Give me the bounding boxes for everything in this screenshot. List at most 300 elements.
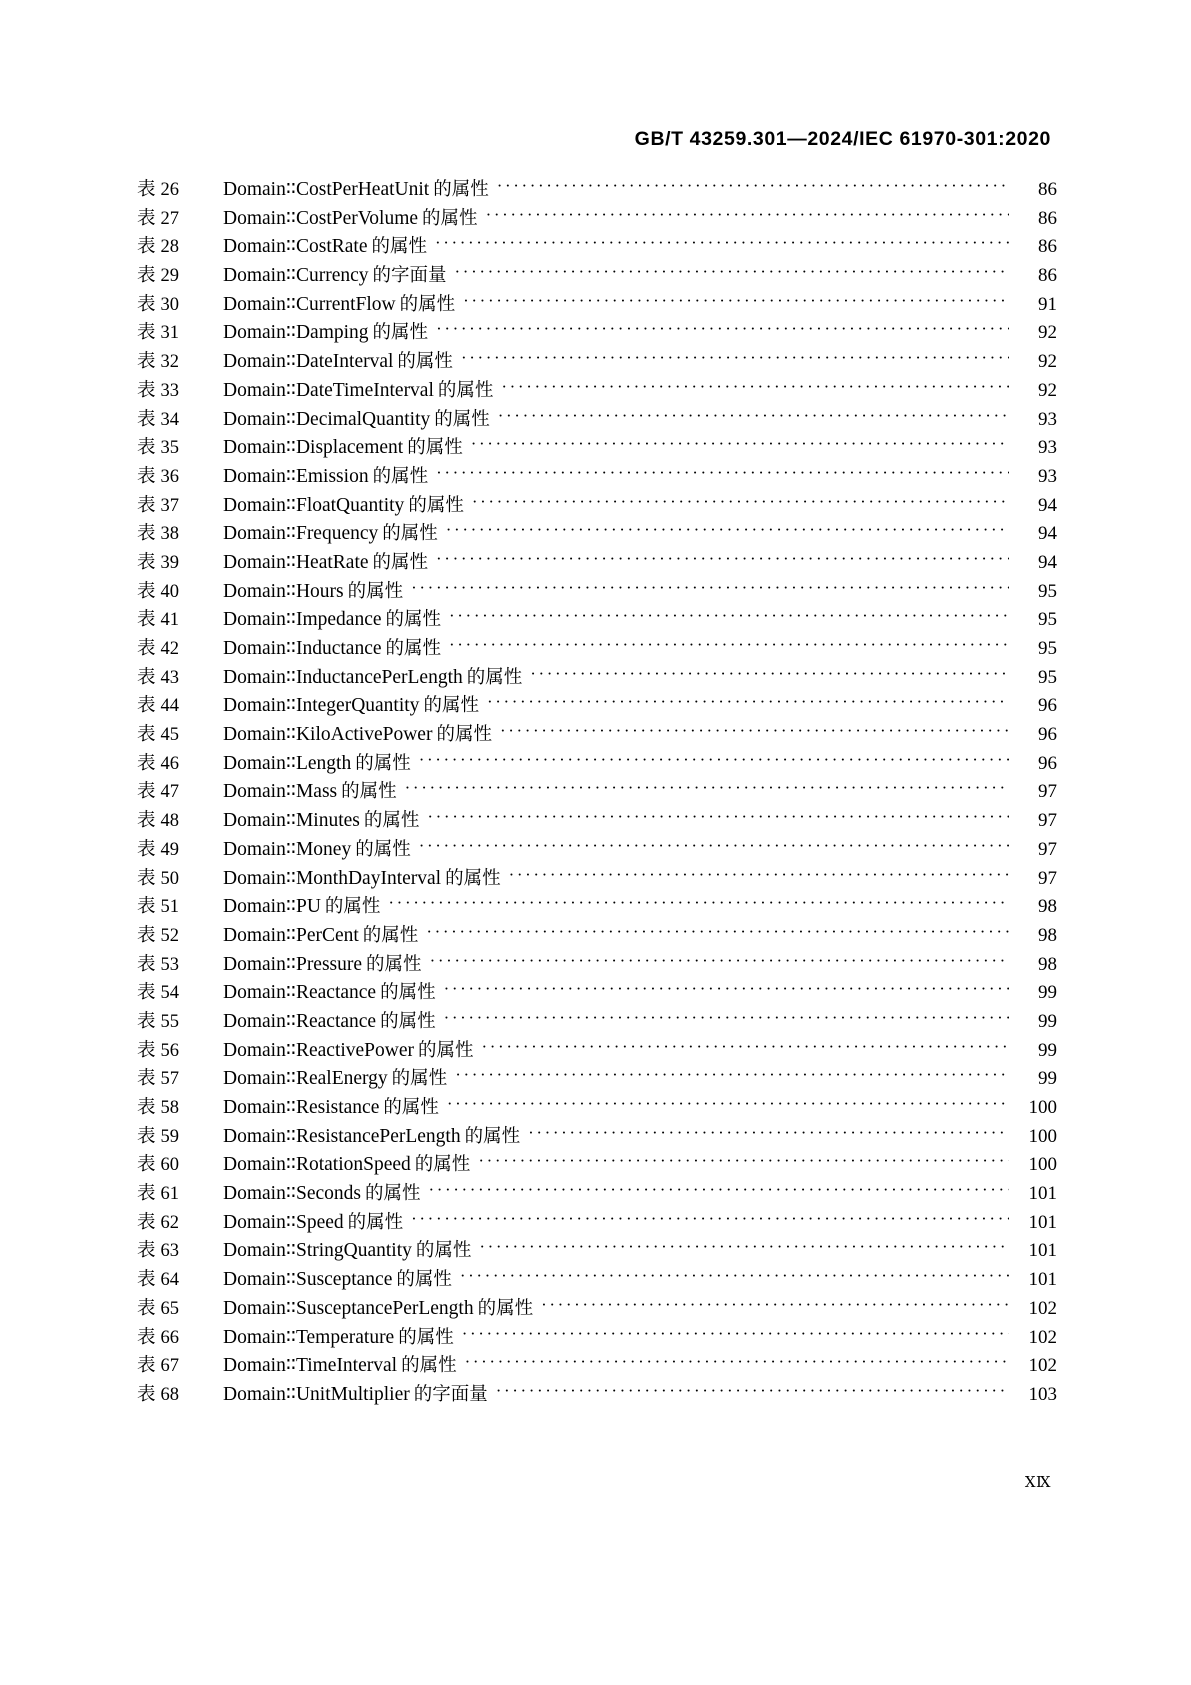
toc-entry-title bbox=[223, 463, 434, 492]
toc-entry-title-suffix: 的属性 bbox=[408, 494, 464, 516]
toc-entry-page-number: 100 bbox=[1028, 1154, 1057, 1176]
toc-entry-number bbox=[137, 1180, 223, 1209]
toc-entry-label: 表 bbox=[137, 1211, 156, 1233]
toc-entry-number bbox=[137, 778, 223, 807]
toc-entry-title-main: Domain∶∶MonthDayInterval bbox=[223, 867, 442, 889]
toc-entry-title-suffix: 的属性 bbox=[464, 1125, 521, 1147]
toc-entry-title-suffix: 的属性 bbox=[434, 408, 490, 430]
toc-entry-number bbox=[137, 635, 223, 664]
toc-entry-title-main: Domain∶∶Pressure bbox=[223, 953, 363, 975]
toc-entry-label: 表 bbox=[137, 666, 156, 688]
toc-leader-dots bbox=[462, 1320, 1009, 1349]
toc-entry-page-number: 102 bbox=[1028, 1297, 1057, 1319]
toc-entry-title bbox=[223, 1352, 463, 1381]
toc-entry-index: 54 bbox=[160, 983, 180, 1004]
toc-entry-label: 表 bbox=[137, 724, 156, 746]
toc-entry-index: 43 bbox=[160, 667, 180, 688]
toc-entry-index: 64 bbox=[160, 1270, 180, 1291]
toc-entry-label: 表 bbox=[137, 265, 156, 287]
toc-entry-label: 表 bbox=[137, 896, 156, 918]
toc-entry-page-number: 98 bbox=[1038, 953, 1057, 975]
toc-entry-title-suffix: 的属性 bbox=[414, 1154, 471, 1176]
toc-entry-title-main: Domain∶∶DateTimeInterval bbox=[223, 379, 434, 401]
toc-entry-title bbox=[223, 319, 434, 348]
toc-entry-number bbox=[137, 319, 223, 348]
toc-entry-index: 34 bbox=[160, 409, 180, 430]
toc-entry-title-suffix: 的属性 bbox=[355, 838, 411, 860]
toc-entry-label: 表 bbox=[137, 523, 156, 545]
toc-entry-title-main: Domain∶∶Displacement bbox=[223, 437, 404, 459]
toc-entry-title-main: Domain∶∶Money bbox=[223, 838, 352, 860]
toc-entry-page-number: 95 bbox=[1038, 609, 1057, 631]
toc-entry-index: 42 bbox=[160, 639, 180, 659]
toc-entry-title bbox=[223, 635, 447, 664]
toc-entry-title-main: Domain∶∶ReactivePower bbox=[223, 1039, 415, 1061]
toc-leader-dots bbox=[428, 1176, 1009, 1205]
toc-entry-index: 29 bbox=[160, 266, 180, 287]
toc-entry-number bbox=[137, 291, 223, 320]
toc-entry-label: 表 bbox=[137, 1039, 156, 1061]
toc-leader-dots bbox=[497, 172, 1009, 201]
toc-entry-label: 表 bbox=[137, 351, 156, 373]
toc-entry-page-number: 86 bbox=[1038, 236, 1057, 258]
toc-entry-index: 57 bbox=[160, 1069, 180, 1090]
toc-entry-title-main: Domain∶∶Speed bbox=[223, 1211, 344, 1233]
toc-entry-label: 表 bbox=[137, 781, 156, 803]
toc-leader-dots bbox=[427, 803, 1009, 832]
toc-entry-title-main: Domain∶∶Inductance bbox=[223, 638, 382, 659]
toc-entry-title-suffix: 的属性 bbox=[418, 1039, 474, 1061]
toc-entry-title-main: Domain∶∶Hours bbox=[223, 580, 344, 602]
toc-entry-label: 表 bbox=[137, 1010, 156, 1032]
toc-entry-title bbox=[223, 1266, 458, 1295]
toc-entry-title-suffix: 的属性 bbox=[372, 551, 429, 573]
toc-entry-title-suffix: 的属性 bbox=[383, 1097, 439, 1118]
toc-entry-title-suffix: 的属性 bbox=[371, 236, 427, 258]
toc-leader-dots bbox=[501, 373, 1009, 402]
toc-entry-label: 表 bbox=[137, 953, 156, 975]
toc-entry-page-number: 94 bbox=[1038, 551, 1057, 573]
toc-entry-number bbox=[137, 865, 223, 894]
toc-entry-title-main: Domain∶∶SusceptancePerLength bbox=[223, 1297, 474, 1319]
toc-entry-title-suffix: 的属性 bbox=[380, 982, 436, 1004]
toc-entry-page-number: 92 bbox=[1038, 379, 1057, 401]
toc-entry-index: 50 bbox=[160, 868, 180, 889]
toc-entry-title-suffix: 的属性 bbox=[385, 638, 442, 659]
toc-leader-dots bbox=[411, 1205, 1009, 1234]
toc-entry-number bbox=[137, 606, 223, 635]
toc-entry-index: 37 bbox=[160, 495, 180, 516]
toc-entry-title-suffix: 的属性 bbox=[366, 953, 422, 975]
toc-entry-title-main: Domain∶∶Susceptance bbox=[223, 1269, 393, 1291]
toc-leader-dots bbox=[487, 688, 1009, 717]
toc-leader-dots bbox=[463, 287, 1009, 316]
toc-entry-index: 51 bbox=[160, 897, 180, 918]
toc-entry-title-suffix: 的属性 bbox=[423, 695, 479, 717]
toc-entry-page-number: 101 bbox=[1028, 1240, 1057, 1262]
toc-entry-title bbox=[223, 1008, 442, 1037]
toc-entry-title-suffix: 的属性 bbox=[433, 179, 489, 200]
toc-entry-label: 表 bbox=[137, 695, 156, 717]
toc-entry-number bbox=[137, 836, 223, 865]
toc-entry-title-suffix: 的属性 bbox=[398, 1326, 454, 1348]
toc-entry-number bbox=[137, 1065, 223, 1094]
toc-entry-title-suffix: 的属性 bbox=[401, 1355, 457, 1377]
toc-entry-number bbox=[137, 549, 223, 578]
toc-leader-dots bbox=[478, 1147, 1009, 1176]
toc-entry-index: 36 bbox=[160, 466, 180, 487]
toc-entry-number bbox=[137, 893, 223, 922]
toc-entry-index: 49 bbox=[160, 839, 180, 860]
toc-entry-title bbox=[223, 176, 495, 205]
toc-entry-title-main: Domain∶∶UnitMultiplier bbox=[223, 1383, 410, 1405]
toc-leader-dots bbox=[449, 602, 1009, 631]
toc-entry-title bbox=[223, 750, 417, 779]
toc-entry-number bbox=[137, 205, 223, 234]
toc-entry-page-number: 99 bbox=[1038, 1039, 1057, 1061]
toc-entry-index: 45 bbox=[160, 725, 180, 746]
toc-entry-title bbox=[223, 520, 444, 549]
toc-entry-title bbox=[223, 1209, 409, 1238]
toc-entry-title bbox=[223, 807, 425, 836]
toc-entry-title bbox=[223, 262, 453, 291]
toc-entry-title bbox=[223, 1237, 477, 1266]
toc-entry-number bbox=[137, 1381, 223, 1410]
toc-entry-title-main: Domain∶∶KiloActivePower bbox=[223, 724, 433, 746]
toc-entry-page-number: 94 bbox=[1038, 523, 1057, 545]
toc-entry-label: 表 bbox=[137, 207, 156, 229]
toc-entry-label: 表 bbox=[137, 1154, 156, 1176]
toc-entry-label: 表 bbox=[137, 494, 156, 516]
toc-entry-page-number: 93 bbox=[1038, 408, 1057, 430]
toc-leader-dots bbox=[444, 1004, 1009, 1033]
toc-entry-title-main: Domain∶∶PerCent bbox=[223, 924, 359, 946]
toc-entry-index: 60 bbox=[160, 1155, 180, 1176]
toc-entry-label: 表 bbox=[137, 1297, 156, 1319]
toc-entry-label: 表 bbox=[137, 293, 156, 315]
standard-reference: GB/T 43259.301—2024/IEC 61970-301:2020 bbox=[634, 128, 1051, 150]
toc-entry-number bbox=[137, 1008, 223, 1037]
toc-entry-title bbox=[223, 1180, 426, 1209]
toc-leader-dots bbox=[426, 918, 1009, 947]
toc-entry-index: 35 bbox=[160, 438, 180, 459]
toc-entry-page-number: 103 bbox=[1028, 1383, 1057, 1405]
toc-entry-title-main: Domain∶∶CurrentFlow bbox=[223, 293, 396, 315]
toc-entry-index: 62 bbox=[160, 1212, 180, 1233]
toc-entry-index: 52 bbox=[160, 925, 180, 946]
toc-entry-page-number: 92 bbox=[1038, 351, 1057, 373]
toc-entry-label: 表 bbox=[137, 924, 156, 946]
toc-entry-title bbox=[223, 1065, 453, 1094]
toc-leader-dots bbox=[444, 975, 1009, 1004]
toc-entry-number bbox=[137, 406, 223, 435]
toc-entry-title-suffix: 的属性 bbox=[364, 1183, 421, 1205]
toc-leader-dots bbox=[436, 545, 1009, 574]
toc-leader-dots bbox=[460, 1262, 1009, 1291]
toc-entry-number bbox=[137, 922, 223, 951]
toc-entry-index: 55 bbox=[160, 1011, 180, 1032]
toc-entry-title-main: Domain∶∶Mass bbox=[223, 781, 338, 803]
toc-entry-index: 65 bbox=[160, 1298, 180, 1319]
toc-entry-page-number: 93 bbox=[1038, 437, 1057, 459]
toc-entry-title bbox=[223, 979, 442, 1008]
toc-entry-title bbox=[223, 549, 434, 578]
toc-entry-page-number: 99 bbox=[1038, 1068, 1057, 1090]
toc-leader-dots bbox=[472, 488, 1009, 517]
toc-entry-number bbox=[137, 578, 223, 607]
toc-entry-title bbox=[223, 434, 469, 463]
toc-entry-page-number: 98 bbox=[1038, 896, 1057, 918]
toc-entry-number bbox=[137, 348, 223, 377]
toc-entry-number bbox=[137, 807, 223, 836]
toc-entry-number bbox=[137, 434, 223, 463]
toc-entry-title bbox=[223, 893, 386, 922]
toc-entry-index: 28 bbox=[160, 237, 180, 258]
toc-entry-title bbox=[223, 1381, 494, 1410]
toc-entry-page-number: 93 bbox=[1038, 465, 1057, 487]
toc-entry-title-suffix: 的属性 bbox=[437, 379, 494, 401]
toc-entry-title bbox=[223, 348, 459, 377]
toc-entry-title-suffix: 的属性 bbox=[445, 867, 501, 889]
toc-leader-dots bbox=[500, 717, 1009, 746]
toc-entry-index: 61 bbox=[160, 1184, 180, 1205]
toc-entry-number bbox=[137, 1324, 223, 1353]
toc-entry-title-main: Domain∶∶CostPerVolume bbox=[223, 207, 419, 229]
toc-entry-label: 表 bbox=[137, 322, 156, 344]
toc-entry-title-suffix: 的属性 bbox=[380, 1010, 436, 1032]
toc-entry-title bbox=[223, 606, 447, 635]
toc-entry-title bbox=[223, 951, 428, 980]
toc-entry-page-number: 86 bbox=[1038, 265, 1057, 287]
toc-entry-label: 表 bbox=[137, 867, 156, 889]
toc-entry-page-number: 98 bbox=[1038, 924, 1057, 946]
toc-entry-page-number: 99 bbox=[1038, 1010, 1057, 1032]
toc-entry-page-number: 94 bbox=[1038, 494, 1057, 516]
toc-leader-dots bbox=[471, 430, 1009, 459]
toc-entry-title-suffix: 的属性 bbox=[477, 1297, 534, 1319]
toc-entry-label: 表 bbox=[137, 551, 156, 573]
toc-leader-dots bbox=[455, 258, 1009, 287]
toc-entry-number bbox=[137, 463, 223, 492]
toc-entry-label: 表 bbox=[137, 1183, 156, 1205]
toc-entry-page-number: 91 bbox=[1038, 293, 1057, 315]
toc-entry-number bbox=[137, 1266, 223, 1295]
toc-leader-dots bbox=[430, 947, 1009, 976]
toc-leader-dots bbox=[449, 631, 1009, 660]
toc-entry-title bbox=[223, 578, 409, 607]
toc-entry-label: 表 bbox=[137, 838, 156, 860]
toc-entry-index: 26 bbox=[160, 180, 180, 200]
toc-entry-label: 表 bbox=[137, 1355, 156, 1377]
toc-entry-title-main: Domain∶∶RealEnergy bbox=[223, 1068, 388, 1090]
toc-leader-dots bbox=[465, 1348, 1009, 1377]
toc-entry-label: 表 bbox=[137, 236, 156, 258]
toc-entry-page-number: 97 bbox=[1038, 867, 1057, 889]
toc-entry-page-number: 97 bbox=[1038, 810, 1057, 832]
toc-entry-page-number: 96 bbox=[1038, 724, 1057, 746]
toc-entry-label: 表 bbox=[137, 752, 156, 774]
toc-entry-page-number: 102 bbox=[1028, 1326, 1057, 1348]
toc-entry-index: 47 bbox=[160, 782, 180, 803]
toc-entry-title-suffix: 的属性 bbox=[466, 666, 523, 688]
toc-entry-label: 表 bbox=[137, 465, 156, 487]
toc-entry-title-main: Domain∶∶Reactance bbox=[223, 982, 377, 1004]
toc-entry-label: 表 bbox=[137, 1269, 156, 1291]
toc-entry-number bbox=[137, 951, 223, 980]
toc-entry-number bbox=[137, 692, 223, 721]
toc-entry-index: 58 bbox=[160, 1098, 180, 1118]
toc-entry-title bbox=[223, 291, 461, 320]
toc-entry-index: 31 bbox=[160, 323, 180, 344]
toc-entry-number bbox=[137, 262, 223, 291]
toc-entry-title-main: Domain∶∶Seconds bbox=[223, 1183, 361, 1205]
toc-entry-index: 67 bbox=[160, 1356, 180, 1377]
toc-entry-title-main: Domain∶∶CostPerHeatUnit bbox=[223, 179, 430, 200]
toc-entry-index: 53 bbox=[160, 954, 180, 975]
toc-leader-dots bbox=[461, 344, 1009, 373]
toc-entry-label: 表 bbox=[137, 580, 156, 602]
toc-entry-title-main: Domain∶∶RotationSpeed bbox=[223, 1154, 411, 1176]
toc-entry-title-main: Domain∶∶IntegerQuantity bbox=[223, 695, 420, 717]
toc-leader-dots bbox=[486, 201, 1009, 230]
toc-entry-title-suffix: 的属性 bbox=[363, 810, 420, 832]
toc-entry-title-main: Domain∶∶Impedance bbox=[223, 609, 382, 631]
toc-entry-title-main: Domain∶∶DateInterval bbox=[223, 351, 394, 373]
toc-entry-page-number: 97 bbox=[1038, 781, 1057, 803]
toc-entry-number bbox=[137, 1037, 223, 1066]
toc-entry-title-suffix: 的字面量 bbox=[413, 1383, 488, 1405]
toc-entry-title-main: Domain∶∶CostRate bbox=[223, 236, 368, 258]
toc-entry-title bbox=[223, 1037, 480, 1066]
toc-entry-title-suffix: 的属性 bbox=[355, 752, 411, 774]
toc-entry-title-main: Domain∶∶Frequency bbox=[223, 523, 379, 545]
toc-entry-label: 表 bbox=[137, 982, 156, 1004]
toc-entry-title-main: Domain∶∶Currency bbox=[223, 265, 369, 287]
toc-entry-page-number: 86 bbox=[1038, 179, 1057, 200]
toc-entry-number bbox=[137, 1151, 223, 1180]
toc-entry-title bbox=[223, 836, 417, 865]
toc-leader-dots bbox=[435, 229, 1009, 258]
toc-entry-label: 表 bbox=[137, 408, 156, 430]
toc-leader-dots bbox=[447, 1090, 1009, 1119]
toc-entry-index: 48 bbox=[160, 811, 180, 832]
toc-entry-number bbox=[137, 176, 223, 205]
toc-entry-number bbox=[137, 979, 223, 1008]
toc-entry-title-suffix: 的属性 bbox=[415, 1240, 472, 1262]
toc-leader-dots bbox=[455, 1061, 1009, 1090]
toc-entry-title-main: Domain∶∶StringQuantity bbox=[223, 1240, 412, 1262]
toc-entry-title-main: Domain∶∶InductancePerLength bbox=[223, 666, 463, 688]
toc-entry-page-number: 102 bbox=[1028, 1355, 1057, 1377]
toc-entry-page-number: 95 bbox=[1038, 666, 1057, 688]
toc-entry-page-number: 95 bbox=[1038, 638, 1057, 659]
toc-leader-dots bbox=[509, 861, 1009, 890]
table-of-contents bbox=[137, 176, 1057, 1410]
toc-entry-title-suffix: 的属性 bbox=[385, 609, 442, 631]
toc-entry-label: 表 bbox=[137, 179, 156, 200]
toc-entry-index: 41 bbox=[160, 610, 180, 631]
toc-entry-title bbox=[223, 406, 496, 435]
running-header bbox=[140, 128, 1051, 158]
toc-entry-title-main: Domain∶∶HeatRate bbox=[223, 551, 369, 573]
toc-entry-label: 表 bbox=[137, 1240, 156, 1262]
toc-entry-page-number: 101 bbox=[1028, 1269, 1057, 1291]
toc-entry-number bbox=[137, 1094, 223, 1123]
toc-entry-title bbox=[223, 922, 424, 951]
toc-entry-page-number: 92 bbox=[1038, 322, 1057, 344]
toc-leader-dots bbox=[496, 1377, 1009, 1406]
toc-entry-number bbox=[137, 1123, 223, 1152]
toc-entry-title-main: Domain∶∶Emission bbox=[223, 465, 369, 487]
toc-entry-page-number: 96 bbox=[1038, 752, 1057, 774]
toc-entry-label: 表 bbox=[137, 379, 156, 401]
toc-entry-index: 63 bbox=[160, 1241, 180, 1262]
toc-entry-index: 44 bbox=[160, 696, 180, 717]
toc-entry-page-number: 97 bbox=[1038, 838, 1057, 860]
toc-leader-dots bbox=[482, 1033, 1009, 1062]
toc-entry-index: 39 bbox=[160, 552, 180, 573]
toc-entry-label: 表 bbox=[137, 1383, 156, 1405]
toc-leader-dots bbox=[388, 889, 1009, 918]
toc-entry-index: 38 bbox=[160, 524, 180, 545]
toc-leader-dots bbox=[541, 1291, 1009, 1320]
toc-entry-index: 27 bbox=[160, 208, 180, 229]
toc-entry-number bbox=[137, 520, 223, 549]
toc-entry-title bbox=[223, 778, 403, 807]
toc-entry-title-suffix: 的属性 bbox=[341, 781, 397, 803]
toc-entry-title-main: Domain∶∶Resistance bbox=[223, 1097, 380, 1118]
toc-entry-number bbox=[137, 750, 223, 779]
toc-entry-page-number: 95 bbox=[1038, 580, 1057, 602]
page-folio: ⅩⅨ bbox=[1024, 1475, 1051, 1491]
toc-entry-title-main: Domain∶∶FloatQuantity bbox=[223, 494, 405, 516]
toc-entry-index: 40 bbox=[160, 581, 180, 602]
toc-entry-label: 表 bbox=[137, 1068, 156, 1090]
toc-entry-title-main: Domain∶∶Temperature bbox=[223, 1326, 395, 1348]
toc-leader-dots bbox=[419, 746, 1009, 775]
toc-entry-label: 表 bbox=[137, 638, 156, 659]
toc-entry-page-number: 86 bbox=[1038, 207, 1057, 229]
toc-entry[interactable] bbox=[137, 1381, 1057, 1410]
toc-entry-label: 表 bbox=[137, 810, 156, 832]
toc-entry-title bbox=[223, 377, 499, 406]
toc-entry-index: 68 bbox=[160, 1384, 180, 1405]
toc-entry-title-main: Domain∶∶TimeInterval bbox=[223, 1355, 398, 1377]
toc-entry-number bbox=[137, 233, 223, 262]
toc-leader-dots bbox=[530, 660, 1009, 689]
toc-entry-page-number: 101 bbox=[1028, 1211, 1057, 1233]
toc-entry-page-number: 96 bbox=[1038, 695, 1057, 717]
toc-entry-title bbox=[223, 1094, 445, 1123]
toc-entry-title-main: Domain∶∶DecimalQuantity bbox=[223, 408, 431, 430]
toc-entry-number bbox=[137, 377, 223, 406]
toc-leader-dots bbox=[419, 832, 1009, 861]
toc-entry-index: 46 bbox=[160, 753, 180, 774]
toc-entry-title-suffix: 的属性 bbox=[347, 580, 404, 602]
toc-leader-dots bbox=[411, 574, 1009, 603]
toc-entry-title bbox=[223, 492, 470, 521]
toc-entry-index: 56 bbox=[160, 1040, 180, 1061]
toc-entry-title-suffix: 的属性 bbox=[372, 322, 429, 344]
toc-entry-title-main: Domain∶∶Minutes bbox=[223, 810, 360, 832]
toc-entry-title-suffix: 的属性 bbox=[347, 1211, 404, 1233]
toc-entry-title-suffix: 的属性 bbox=[391, 1068, 448, 1090]
toc-entry-number bbox=[137, 1352, 223, 1381]
toc-entry-title-suffix: 的属性 bbox=[382, 523, 438, 545]
toc-entry-index: 33 bbox=[160, 380, 180, 401]
toc-leader-dots bbox=[436, 315, 1009, 344]
toc-entry-label: 表 bbox=[137, 1125, 156, 1147]
